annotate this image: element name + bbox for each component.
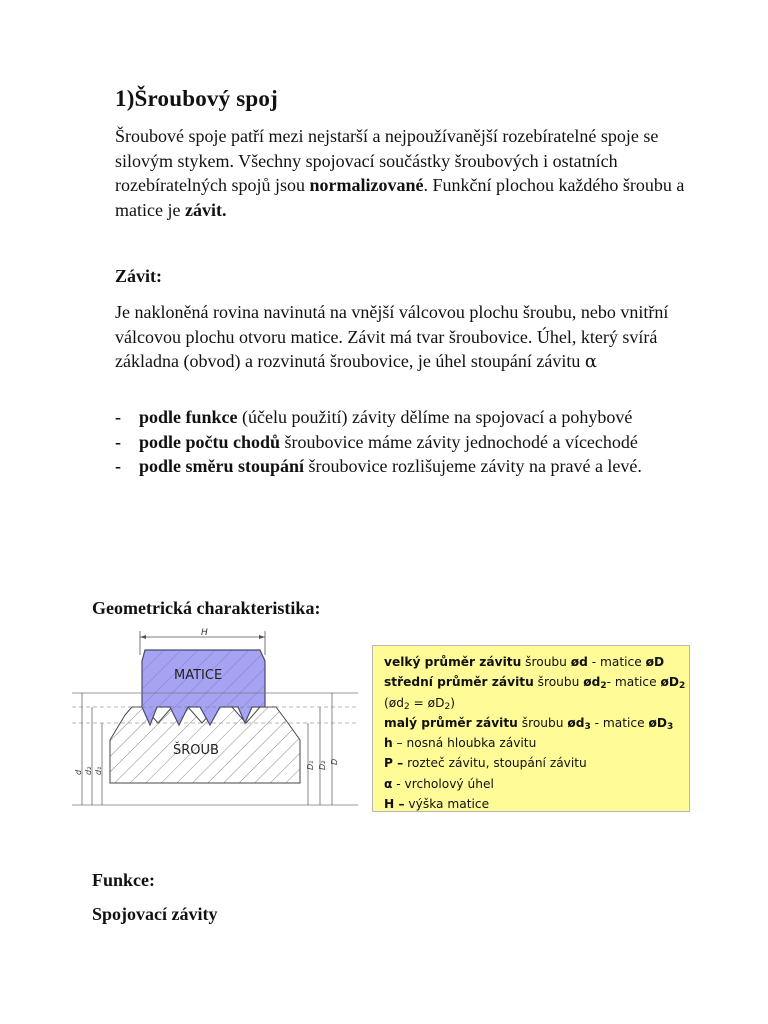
thread-heading: Závit: — [115, 266, 162, 286]
list-item-text: šroubovice rozlišujeme závity na pravé a levé. — [304, 456, 642, 476]
legend-text: výška matice — [404, 797, 490, 812]
screw-label: ŠROUB — [173, 743, 219, 758]
list-item-text: (účelu použití) závity dělíme na spojovací a pohybové — [237, 407, 633, 427]
legend-term: velký průměr závitu — [384, 655, 522, 669]
legend-term: střední průměr závitu — [384, 675, 534, 690]
legend-term: P – — [384, 756, 404, 771]
legend-text: = øD — [409, 695, 445, 710]
list-dash: - — [115, 407, 121, 427]
legend-symbol: øD — [660, 675, 679, 690]
list-item-text: šroubovice máme závity jednochodé a vícechodé — [280, 431, 638, 452]
legend-line-equality — [384, 693, 689, 713]
legend-line-major-diameter — [384, 652, 689, 672]
legend-symbol: ød — [570, 655, 588, 669]
h-label: H — [201, 628, 208, 638]
legend-line-nut-height — [384, 794, 689, 814]
list-dash: - — [115, 456, 121, 476]
legend-text: – nosná hloubka závitu — [392, 736, 537, 751]
nut-body — [142, 650, 265, 725]
legend-text: - matice — [606, 675, 661, 690]
legend-text: - matice — [590, 715, 649, 730]
legend-subscript: 2 — [403, 701, 410, 712]
legend-subscript: 3 — [584, 721, 591, 732]
legend-text: - matice — [587, 655, 646, 669]
legend-line-minor-diameter — [384, 713, 689, 733]
thread-description-text: Je nakloněná rovina navinutá na vnější válcovou plochu šroubu, nebo vnitřní válcovou plochu otvoru matice. Závit má tvar šroubovice. Úhel, který svírá základna (obvod) a rozvinutá šroubovice, je úhel stoupání závitu — [115, 302, 669, 371]
nut-label: MATICE — [174, 668, 223, 683]
d2-label: d₂ — [84, 766, 93, 775]
legend-text: rozteč závitu, stoupání závitu — [403, 756, 587, 771]
thread-description — [115, 300, 715, 375]
function-subheading: Spojovací závity — [92, 904, 218, 924]
list-item-bold: podle funkce — [139, 407, 238, 427]
legend-text: šroubu — [517, 715, 568, 730]
legend-term: α — [384, 776, 393, 791]
legend-text: šroubu — [521, 655, 571, 669]
legend-term: h — [384, 736, 393, 751]
thread-profile-diagram — [70, 625, 360, 815]
legend-text: ) — [450, 695, 455, 710]
legend-symbol: øD — [648, 715, 667, 730]
legend-term: H – — [384, 797, 405, 812]
list-item-bold: podle počtu chodů — [139, 431, 281, 452]
D2-label: D₂ — [318, 760, 327, 770]
d-label: d — [74, 769, 83, 775]
legend-subscript: 2 — [600, 681, 607, 692]
legend-symbol: ød — [567, 715, 585, 730]
legend-subscript: 2 — [678, 681, 686, 692]
left-diameter-dimensions — [74, 693, 103, 805]
legend-line-pitch-diameter — [384, 672, 689, 692]
right-diameter-dimensions — [306, 693, 339, 805]
legend-text: - vrcholový úhel — [392, 776, 494, 791]
legend-subscript: 3 — [666, 721, 674, 732]
D1-label: D₁ — [306, 760, 315, 770]
legend-line-angle — [384, 774, 689, 794]
function-heading: Funkce: — [92, 870, 155, 890]
alpha-symbol: α — [584, 351, 598, 372]
legend-symbol: øD — [645, 655, 665, 669]
legend-subscript: 2 — [444, 701, 451, 712]
classification-list — [115, 405, 705, 479]
section-title: 1)Šroubový spoj — [115, 86, 278, 111]
legend-line-thread-depth — [384, 733, 689, 753]
geometry-heading: Geometrická charakteristika: — [92, 598, 321, 618]
D-label: D — [330, 758, 339, 765]
screw-body — [110, 707, 300, 783]
legend-text: (ød — [384, 695, 404, 710]
legend-text: šroubu — [533, 675, 584, 690]
list-item-bold: podle směru stoupání — [139, 456, 305, 476]
list-item — [115, 430, 705, 455]
intro-paragraph — [115, 124, 715, 222]
d1-label: d₁ — [94, 766, 103, 775]
list-item — [115, 454, 705, 479]
legend-symbol: ød — [583, 675, 601, 690]
intro-bold-thread: závit. — [184, 199, 227, 220]
list-dash: - — [115, 431, 121, 452]
intro-text-2: . Funkční plochou každého šroubu a matice je — [115, 175, 685, 220]
legend-term: malý průměr závitu — [384, 715, 518, 730]
list-item — [115, 405, 705, 430]
legend-line-pitch — [384, 753, 689, 773]
geometry-legend — [372, 645, 690, 812]
intro-text-1: Šroubové spoje patří mezi nejstarší a nejpoužívanější rozebíratelné spoje se silovým stykem. Všechny spojovací součástky šroubových i ostatních rozebíratelných spojů jsou — [115, 126, 659, 195]
intro-bold-normalized: normalizované — [309, 175, 424, 195]
